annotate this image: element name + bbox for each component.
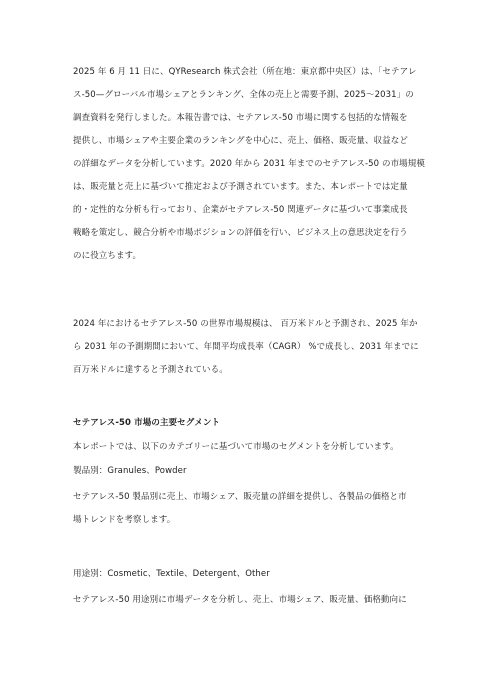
product-desc-line: 場トレンドを考察します。 — [73, 515, 176, 525]
segment-intro: 本レポートでは、以下のカテゴリーに基づいて市場のセグメントを分析しています。 — [73, 442, 399, 452]
market-line: ら 2031 年の予測期間において、年間平均成長率（CAGR） %で成長し、2031 年までに — [73, 342, 419, 352]
intro-line: 戦略を策定し、競合分析や市場ポジションの評価を行い、ビジネス上の意思決定を行う — [73, 228, 408, 238]
intro-line: のに役立ちます。 — [73, 251, 142, 261]
product-desc-line: セテアレス-50 製品別に売上、市場シェア、販売量の詳細を提供し、各製品の価格と市 — [73, 492, 407, 502]
intro-line: ス-50—グローバル市場シェアとランキング、全体の売上と需要予測、2025～2031」の — [73, 90, 414, 100]
intro-line: の詳細なデータを分析しています。2020 年から 2031 年までのセテアレス-50 の市場規模 — [73, 159, 425, 169]
application-label: 用途別：Cosmetic、Textile、Detergent、Other — [73, 569, 270, 579]
intro-line: 調査資料を発行しました。本報告書では、セテアレス-50 市場に関する包括的な情報を — [73, 113, 408, 123]
intro-line: 2025 年 6 月 11 日に、QYResearch 株式会社（所在地：東京都中央区）は、「セテアレ — [73, 67, 417, 77]
intro-line: は、販売量と売上に基づいて推定および予測されています。また、本レポートでは定量 — [73, 182, 408, 192]
market-line: 百万米ドルに達すると予測されている。 — [73, 365, 228, 375]
application-desc-line: セテアレス-50 用途別に市場データを分析し、売上、市場シェア、販売量、価格動向に — [73, 595, 407, 605]
market-line: 2024 年におけるセテアレス-50 の世界市場規模は、 百万米ドルと予測され、2025 年か — [73, 319, 418, 329]
intro-line: 提供し、市場シェアや主要企業のランキングを中心に、売上、価格、販売量、収益など — [73, 136, 408, 146]
segment-heading: セテアレス-50 市場の主要セグメント — [73, 418, 221, 428]
product-label: 製品別：Granules、Powder — [73, 466, 187, 476]
intro-line: 的・定性的な分析も行っており、企業がセテアレス-50 関連データに基づいて事業成長 — [73, 205, 408, 215]
